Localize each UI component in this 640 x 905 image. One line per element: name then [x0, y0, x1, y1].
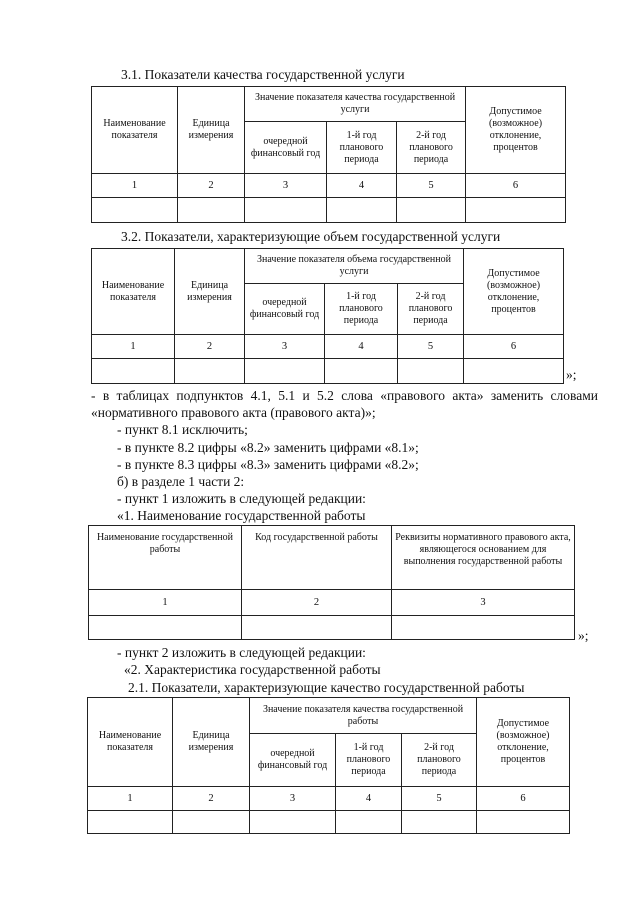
col-num-5: 5 [402, 787, 477, 811]
table-2-1 [87, 697, 570, 834]
col-num-4: 4 [327, 174, 397, 198]
paragraph-8-3: - в пункте 8.3 цифры «8.3» заменить цифрами «8.2»; [117, 457, 419, 472]
section-3-2-title: 3.2. Показатели, характеризующие объем государственной услуги [121, 229, 501, 244]
col-num-5: 5 [398, 335, 464, 359]
table-3-1 [91, 86, 566, 223]
col-num-6: 6 [466, 174, 566, 198]
closing-quote-semicolon: »; [566, 367, 577, 382]
header-deviation: Допустимое (возможное) отклонение, процентов [466, 87, 566, 174]
header-plan-year-1: 1-й год планового периода [336, 734, 402, 787]
header-value-group: Значение показателя качества государственной услуги [245, 87, 466, 122]
paragraph-point-2: - пункт 2 изложить в следующей редакции: [117, 645, 366, 660]
header-name: Наименование показателя [88, 698, 173, 787]
header-plan-year-2: 2-й год планового периода [402, 734, 477, 787]
header-deviation: Допустимое (возможное) отклонение, процентов [477, 698, 570, 787]
col-num-3: 3 [245, 335, 325, 359]
col-num-4: 4 [325, 335, 398, 359]
col-num-3: 3 [250, 787, 336, 811]
header-unit: Единица измерения [175, 249, 245, 335]
table-row-empty [92, 359, 564, 384]
col-num-6: 6 [477, 787, 570, 811]
section-3-1-title: 3.1. Показатели качества государственной услуги [121, 67, 405, 82]
header-plan-year-1: 1-й год планового периода [327, 122, 397, 174]
header-current-year: очередной финансовый год [245, 284, 325, 335]
header-unit: Единица измерения [178, 87, 245, 174]
table-3-2 [91, 248, 564, 384]
header-deviation: Допустимое (возможное) отклонение, процентов [464, 249, 564, 335]
header-plan-year-2: 2-й год планового периода [397, 122, 466, 174]
work-title: «1. Наименование государственной работы [117, 508, 366, 523]
col-num-1: 1 [92, 174, 178, 198]
col-num-3: 3 [392, 590, 575, 616]
col-num-1: 1 [89, 590, 242, 616]
paragraph-tables-replace [91, 387, 598, 421]
col-num-6: 6 [464, 335, 564, 359]
col-num-2: 2 [175, 335, 245, 359]
header-unit: Единица измерения [173, 698, 250, 787]
table-work [88, 525, 575, 640]
col-num-5: 5 [397, 174, 466, 198]
header-work-requisites: Реквизиты нормативного правового акта, являющегося основанием для выполнения государственной работы [392, 526, 575, 590]
header-value-group: Значение показателя объема государственной услуги [245, 249, 464, 284]
paragraph-section-1: б) в разделе 1 части 2: [117, 474, 245, 489]
col-num-1: 1 [92, 335, 175, 359]
col-num-4: 4 [336, 787, 402, 811]
header-plan-year-2: 2-й год планового периода [398, 284, 464, 335]
paragraph-8-2: - в пункте 8.2 цифры «8.2» заменить цифрами «8.1»; [117, 440, 419, 455]
paragraph-text: - в таблицах подпунктов 4.1, 5.1 и 5.2 слова «правового акта» заменить словами «нормативного правового акта (правового акта)»; [91, 388, 598, 420]
header-work-code: Код государственной работы [242, 526, 392, 590]
table-row-empty [89, 616, 575, 640]
header-current-year: очередной финансовый год [250, 734, 336, 787]
header-name: Наименование показателя [92, 87, 178, 174]
col-num-2: 2 [242, 590, 392, 616]
col-num-1: 1 [88, 787, 173, 811]
paragraph-8-1: - пункт 8.1 исключить; [117, 422, 248, 437]
col-num-2: 2 [178, 174, 245, 198]
table-row-empty [92, 198, 566, 223]
header-value-group: Значение показателя качества государственной работы [250, 698, 477, 734]
section-2-1-title: 2.1. Показатели, характеризующие качество государственной работы [128, 680, 525, 695]
header-plan-year-1: 1-й год планового периода [325, 284, 398, 335]
work-characteristics-title: «2. Характеристика государственной работы [124, 662, 381, 677]
header-work-name: Наименование государственной работы [89, 526, 242, 590]
col-num-3: 3 [245, 174, 327, 198]
col-num-2: 2 [173, 787, 250, 811]
table-row-empty [88, 811, 570, 834]
header-name: Наименование показателя [92, 249, 175, 335]
header-current-year: очередной финансовый год [245, 122, 327, 174]
closing-quote-semicolon: »; [578, 628, 589, 643]
paragraph-point-1: - пункт 1 изложить в следующей редакции: [117, 491, 366, 506]
